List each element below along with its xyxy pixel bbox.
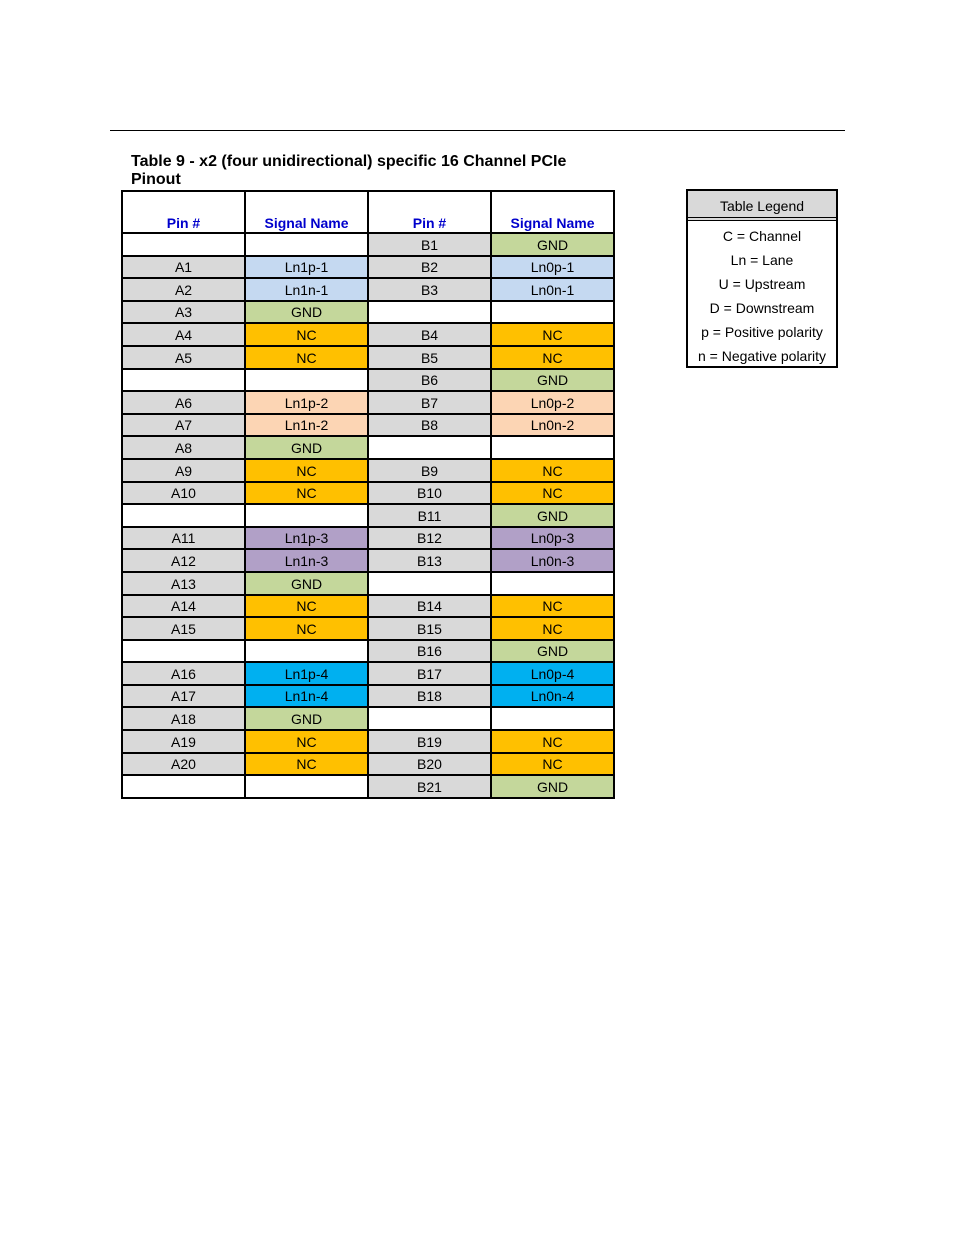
signal-a-cell: GND [245, 572, 368, 595]
pin-a-cell: A12 [122, 549, 245, 572]
pin-a-cell: A10 [122, 482, 245, 505]
pin-b-cell [368, 436, 491, 459]
table-row [122, 504, 614, 527]
signal-b-cell: Ln0n-1 [491, 278, 614, 301]
table-row [122, 459, 614, 482]
signal-b-cell: Ln0p-1 [491, 256, 614, 279]
table-row [122, 775, 614, 798]
signal-a-cell: NC [245, 753, 368, 776]
pin-a-cell: A15 [122, 617, 245, 640]
signal-b-cell: GND [491, 233, 614, 256]
pin-a-cell: A19 [122, 730, 245, 753]
signal-a-cell [245, 775, 368, 798]
legend-item: Ln = Lane [730, 252, 794, 268]
signal-a-cell: GND [245, 301, 368, 324]
pin-a-cell [122, 775, 245, 798]
pin-a-cell: A13 [122, 572, 245, 595]
table-row [122, 662, 614, 685]
legend-items [688, 221, 836, 368]
pin-a-cell [122, 369, 245, 392]
table-legend [686, 189, 838, 368]
pin-b-cell: B3 [368, 278, 491, 301]
pin-b-cell: B2 [368, 256, 491, 279]
pin-a-cell: A6 [122, 391, 245, 414]
column-header-pin-a: Pin # [122, 191, 245, 233]
signal-a-cell: Ln1p-2 [245, 391, 368, 414]
signal-a-cell: GND [245, 707, 368, 730]
signal-a-cell [245, 369, 368, 392]
signal-b-cell [491, 301, 614, 324]
pin-b-cell: B12 [368, 527, 491, 550]
table-row [122, 256, 614, 279]
signal-a-cell: NC [245, 459, 368, 482]
table-row [122, 391, 614, 414]
signal-a-cell [245, 640, 368, 663]
column-header-signal-a: Signal Name [245, 191, 368, 233]
signal-b-cell: GND [491, 369, 614, 392]
pin-a-cell: A18 [122, 707, 245, 730]
pin-a-cell: A1 [122, 256, 245, 279]
pin-b-cell: B8 [368, 414, 491, 437]
signal-b-cell: Ln0p-4 [491, 662, 614, 685]
signal-b-cell: GND [491, 640, 614, 663]
table-row [122, 730, 614, 753]
legend-item: U = Upstream [718, 276, 806, 292]
pin-b-cell: B7 [368, 391, 491, 414]
pin-a-cell: A11 [122, 527, 245, 550]
pin-b-cell: B4 [368, 323, 491, 346]
pin-a-cell: A9 [122, 459, 245, 482]
legend-item: p = Positive polarity [701, 324, 823, 340]
signal-b-cell [491, 707, 614, 730]
signal-a-cell: Ln1n-1 [245, 278, 368, 301]
pin-b-cell: B5 [368, 346, 491, 369]
table-row [122, 323, 614, 346]
signal-b-cell: NC [491, 617, 614, 640]
table-row [122, 369, 614, 392]
signal-a-cell: NC [245, 730, 368, 753]
table-caption: Table 9 - x2 (four unidirectional) specific 16 Channel PCIe Pinout [131, 153, 567, 188]
signal-b-cell: NC [491, 482, 614, 505]
table-row [122, 346, 614, 369]
signal-a-cell: Ln1n-3 [245, 549, 368, 572]
pin-a-cell [122, 504, 245, 527]
table-row [122, 301, 614, 324]
pin-a-cell [122, 233, 245, 256]
table-row [122, 527, 614, 550]
pin-a-cell: A16 [122, 662, 245, 685]
signal-b-cell [491, 436, 614, 459]
signal-b-cell: Ln0n-4 [491, 685, 614, 708]
table-row [122, 436, 614, 459]
column-header-signal-b: Signal Name [491, 191, 614, 233]
signal-a-cell: Ln1n-2 [245, 414, 368, 437]
table-row [122, 753, 614, 776]
legend-item: n = Negative polarity [697, 348, 827, 364]
pin-b-cell: B15 [368, 617, 491, 640]
pin-a-cell: A20 [122, 753, 245, 776]
signal-a-cell: Ln1p-3 [245, 527, 368, 550]
signal-a-cell: Ln1n-4 [245, 685, 368, 708]
table-row [122, 617, 614, 640]
legend-title: Table Legend [688, 191, 836, 221]
pin-b-cell: B17 [368, 662, 491, 685]
pin-b-cell: B11 [368, 504, 491, 527]
pin-a-cell: A7 [122, 414, 245, 437]
pin-b-cell: B9 [368, 459, 491, 482]
signal-b-cell: GND [491, 504, 614, 527]
pin-b-cell: B14 [368, 595, 491, 618]
signal-a-cell: NC [245, 595, 368, 618]
table-row [122, 482, 614, 505]
signal-a-cell: Ln1p-4 [245, 662, 368, 685]
signal-a-cell: NC [245, 323, 368, 346]
signal-b-cell: NC [491, 595, 614, 618]
pin-b-cell: B20 [368, 753, 491, 776]
signal-a-cell: NC [245, 482, 368, 505]
table-row [122, 549, 614, 572]
table-row [122, 278, 614, 301]
signal-a-cell: Ln1p-1 [245, 256, 368, 279]
pin-b-cell [368, 301, 491, 324]
table-row [122, 572, 614, 595]
table-row [122, 707, 614, 730]
pin-b-cell: B6 [368, 369, 491, 392]
table-row [122, 595, 614, 618]
signal-b-cell: Ln0n-3 [491, 549, 614, 572]
signal-b-cell: NC [491, 753, 614, 776]
legend-item: C = Channel [722, 228, 802, 244]
signal-a-cell: NC [245, 346, 368, 369]
table-row [122, 414, 614, 437]
table-header-row [122, 191, 614, 233]
table-row [122, 640, 614, 663]
pin-b-cell: B18 [368, 685, 491, 708]
signal-b-cell: Ln0p-3 [491, 527, 614, 550]
pin-b-cell: B1 [368, 233, 491, 256]
signal-b-cell: NC [491, 323, 614, 346]
pin-a-cell [122, 640, 245, 663]
pin-b-cell: B10 [368, 482, 491, 505]
pin-a-cell: A4 [122, 323, 245, 346]
pin-b-cell: B13 [368, 549, 491, 572]
pin-b-cell: B21 [368, 775, 491, 798]
signal-a-cell: NC [245, 617, 368, 640]
column-header-pin-b: Pin # [368, 191, 491, 233]
pinout-table [121, 190, 615, 799]
pin-a-cell: A8 [122, 436, 245, 459]
signal-b-cell: NC [491, 730, 614, 753]
signal-b-cell [491, 572, 614, 595]
pin-b-cell [368, 707, 491, 730]
signal-b-cell: Ln0n-2 [491, 414, 614, 437]
pin-b-cell: B16 [368, 640, 491, 663]
signal-b-cell: Ln0p-2 [491, 391, 614, 414]
signal-a-cell [245, 233, 368, 256]
pin-a-cell: A17 [122, 685, 245, 708]
pin-a-cell: A5 [122, 346, 245, 369]
pin-a-cell: A2 [122, 278, 245, 301]
pin-b-cell [368, 572, 491, 595]
header-rule [110, 130, 845, 131]
table-row [122, 233, 614, 256]
signal-b-cell: GND [491, 775, 614, 798]
pin-b-cell: B19 [368, 730, 491, 753]
pin-a-cell: A14 [122, 595, 245, 618]
pin-a-cell: A3 [122, 301, 245, 324]
signal-a-cell: GND [245, 436, 368, 459]
table-row [122, 685, 614, 708]
legend-item: D = Downstream [709, 300, 815, 316]
signal-b-cell: NC [491, 459, 614, 482]
signal-a-cell [245, 504, 368, 527]
pinout-table-body [122, 233, 614, 798]
signal-b-cell: NC [491, 346, 614, 369]
